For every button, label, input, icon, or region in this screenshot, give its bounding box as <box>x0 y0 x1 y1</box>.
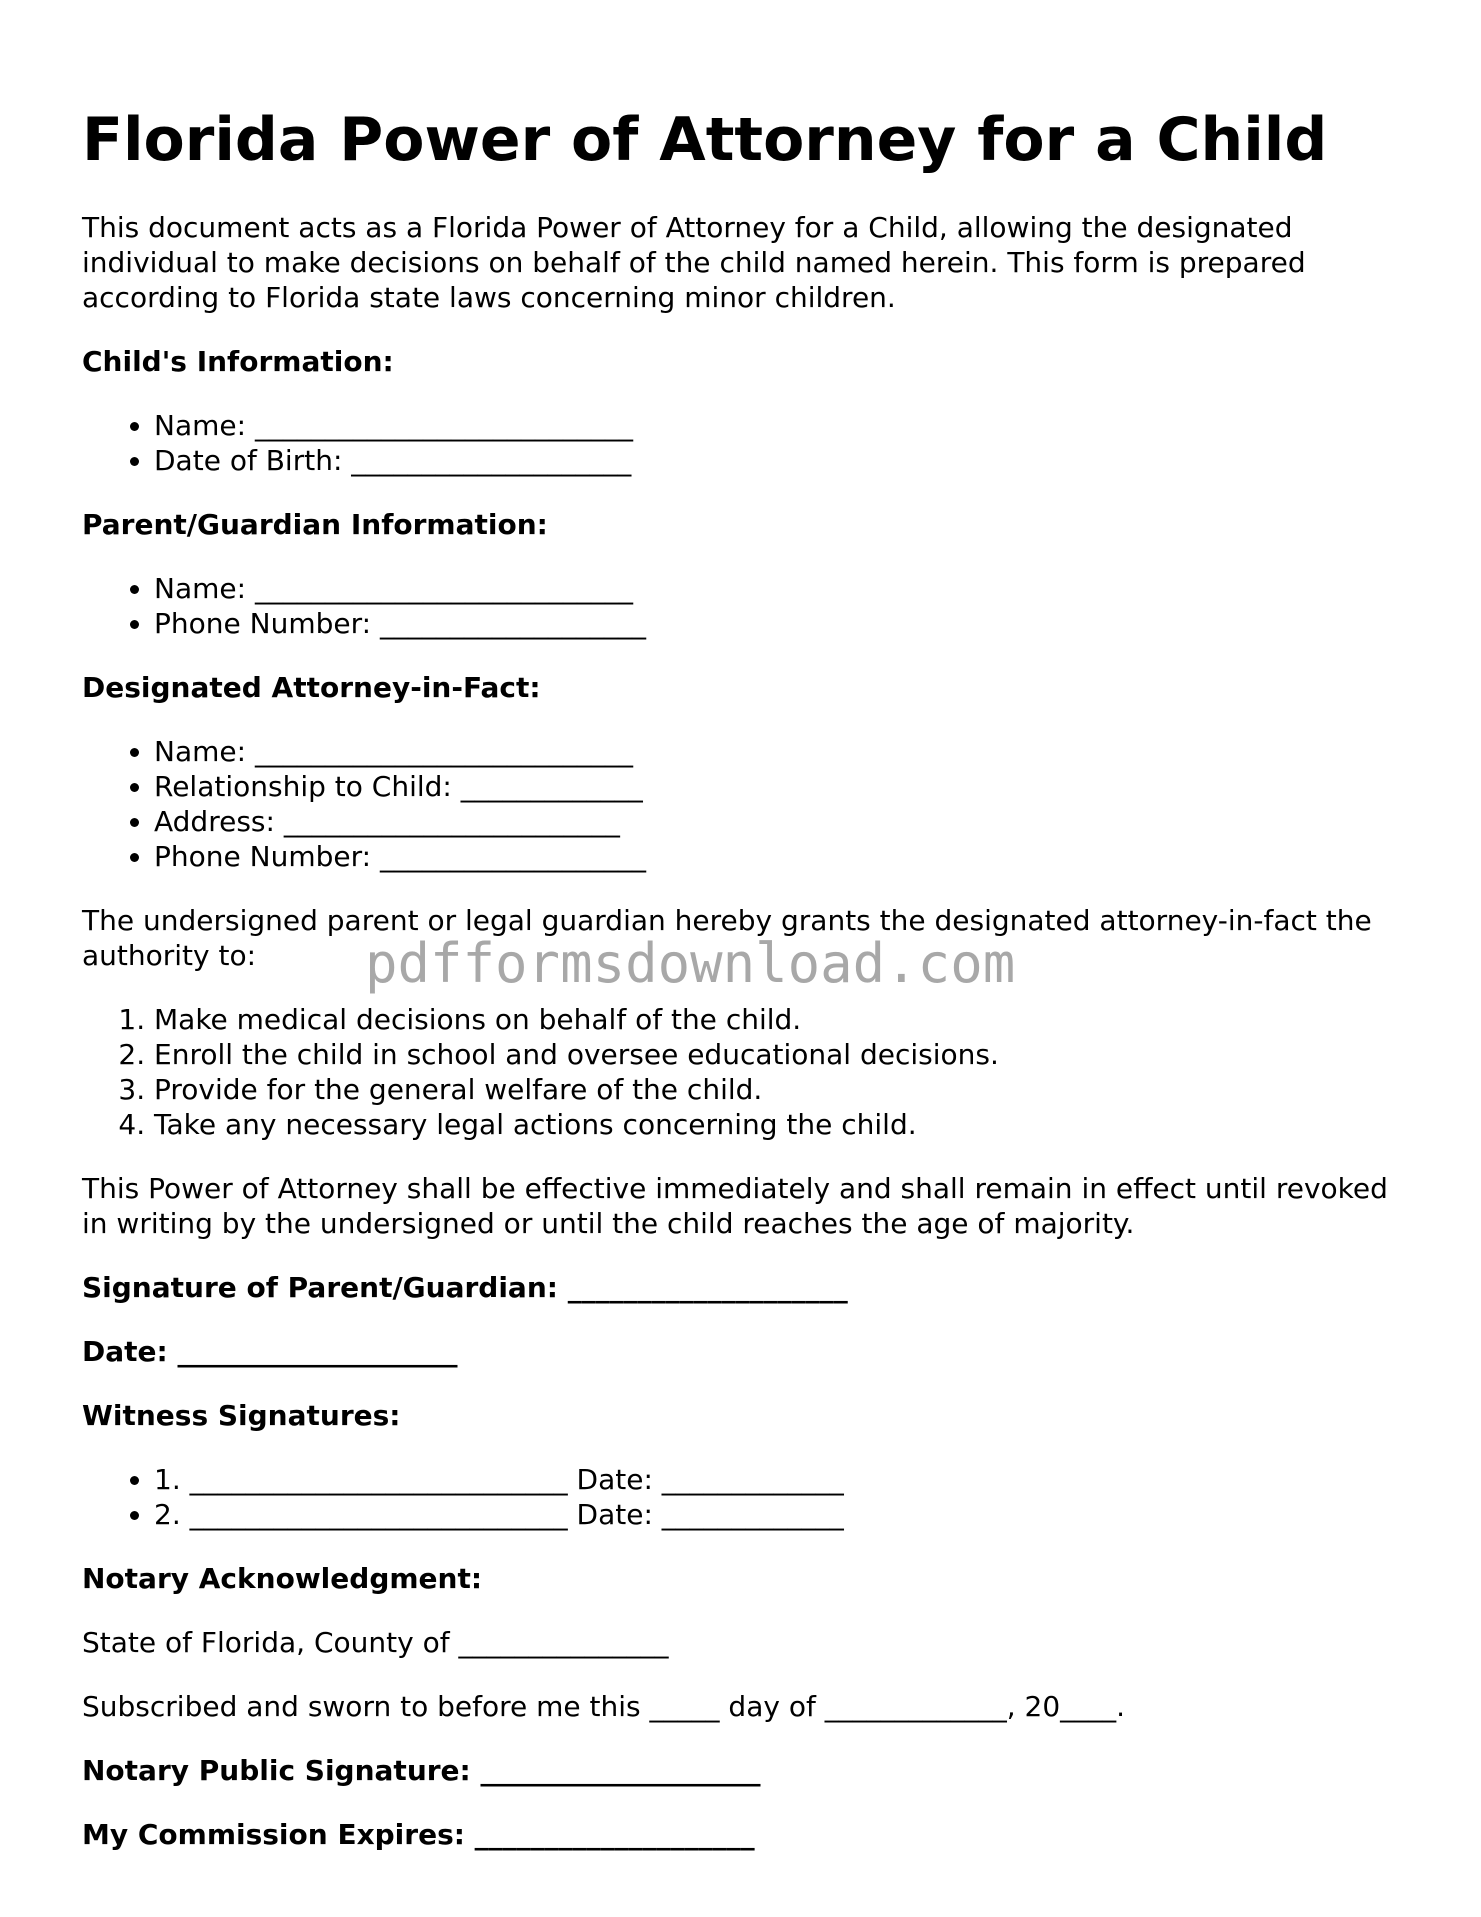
notary-signature-line: Notary Public Signature: ____________________ <box>82 1754 761 1787</box>
authority-intro: The undersigned parent or legal guardian hereby grants the designated attorney-in-fact the authority to: <box>82 904 1372 972</box>
intro-paragraph: This document acts as a Florida Power of Attorney for a Child, allowing the designated individual to make decisions on behalf of the child named herein. This form is prepared according to Florida state laws concerning minor children. <box>82 211 1306 314</box>
authority-item: 2. Enroll the child in school and oversee educational decisions. <box>154 1037 1402 1072</box>
commission-expires-line: My Commission Expires: ____________________ <box>82 1818 755 1851</box>
authority-item: 1. Make medical decisions on behalf of the child. <box>154 1002 1402 1037</box>
date-line: Date: ____________________ <box>82 1335 458 1368</box>
attorney-address-field: • Address: ________________________ <box>154 804 1402 839</box>
witness-line-2: • 2. ___________________________ Date: _____________ <box>154 1497 1402 1532</box>
attorney-name-field: • Name: ___________________________ <box>154 734 1402 769</box>
witness-heading: Witness Signatures: <box>82 1399 401 1432</box>
authority-item: 4. Take any necessary legal actions concerning the child. <box>154 1107 1402 1142</box>
child-info-heading: Child's Information: <box>82 345 394 378</box>
child-dob-field: • Date of Birth: ____________________ <box>154 443 1402 478</box>
attorney-info-heading: Designated Attorney-in-Fact: <box>82 671 541 704</box>
child-info-list <box>82 408 1402 478</box>
parent-name-field: • Name: ___________________________ <box>154 571 1402 606</box>
parent-signature-line: Signature of Parent/Guardian: ____________________ <box>82 1271 848 1304</box>
parent-info-list <box>82 571 1402 641</box>
notary-sworn-line: Subscribed and sworn to before me this _____ day of _____________, 20____. <box>82 1690 1126 1723</box>
child-name-field: • Name: ___________________________ <box>154 408 1402 443</box>
authority-item: 3. Provide for the general welfare of the child. <box>154 1072 1402 1107</box>
attorney-relationship-field: • Relationship to Child: _____________ <box>154 769 1402 804</box>
attorney-info-list <box>82 734 1402 874</box>
authority-list <box>82 1002 1402 1142</box>
parent-info-heading: Parent/Guardian Information: <box>82 508 548 541</box>
notary-heading: Notary Acknowledgment: <box>82 1562 483 1595</box>
notary-county-line: State of Florida, County of _______________ <box>82 1626 669 1659</box>
attorney-phone-field: • Phone Number: ___________________ <box>154 839 1402 874</box>
document-title: Florida Power of Attorney for a Child <box>82 105 1328 175</box>
effective-paragraph: This Power of Attorney shall be effective immediately and shall remain in effect until revoked in writing by the undersigned or until the child reaches the age of majority. <box>82 1172 1388 1240</box>
parent-phone-field: • Phone Number: ___________________ <box>154 606 1402 641</box>
witness-line-1: • 1. ___________________________ Date: _____________ <box>154 1462 1402 1497</box>
watermark-text: pdfformsdownload.com <box>365 932 1016 995</box>
witness-list <box>82 1462 1402 1532</box>
